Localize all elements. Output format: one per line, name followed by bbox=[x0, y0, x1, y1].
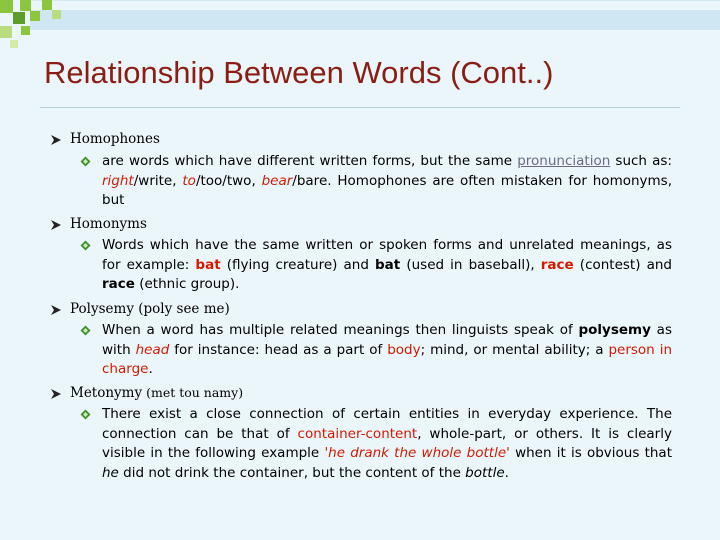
corner-squares-decoration bbox=[0, 0, 720, 50]
section-heading-polysemy: Polysemy (poly see me) bbox=[70, 301, 230, 317]
slide-title: Relationship Between Words (Cont..) bbox=[44, 55, 554, 90]
section-heading-metonymy: Metonymy (met tou namy) bbox=[70, 385, 244, 401]
arrowhead-bullet-icon bbox=[50, 134, 62, 146]
homonyms-definition: Words which have the same written or spoken forms and unrelated meanings, as for example: bat (flying creature) and bat (used in baseball), race (contest) and race (ethnic group). bbox=[102, 237, 672, 293]
diamond-bullet-icon bbox=[80, 409, 91, 420]
arrowhead-bullet-icon bbox=[50, 304, 62, 316]
diamond-bullet-icon bbox=[80, 156, 91, 167]
polysemy-definition: When a word has multiple related meanings then linguists speak of polysemy as with head for instance: head as a part of body; mind, or mental ability; a person in charge. bbox=[102, 322, 672, 378]
title-divider bbox=[40, 107, 680, 108]
diamond-bullet-icon bbox=[80, 325, 91, 336]
homophones-definition: are words which have different written forms, but the same pronunciation such as: right/write, to/too/two, bear/bare. Homophones are often mistaken for homonyms, but bbox=[102, 153, 672, 209]
metonymy-definition: There exist a close connection of certain entities in everyday experience. The connection can be that of container-content, whole-part, or others. It is clearly visible in the following example 'he drank the whole bottle' when it is obvious that he did not drink the container, but the content of the bottle. bbox=[102, 406, 673, 481]
arrowhead-bullet-icon bbox=[50, 388, 62, 400]
section-heading-homophones: Homophones bbox=[70, 131, 160, 147]
section-heading-homonyms: Homonyms bbox=[70, 216, 147, 232]
arrowhead-bullet-icon bbox=[50, 219, 62, 231]
pronunciation-link[interactable]: pronunciation bbox=[517, 153, 611, 169]
diamond-bullet-icon bbox=[80, 240, 91, 251]
